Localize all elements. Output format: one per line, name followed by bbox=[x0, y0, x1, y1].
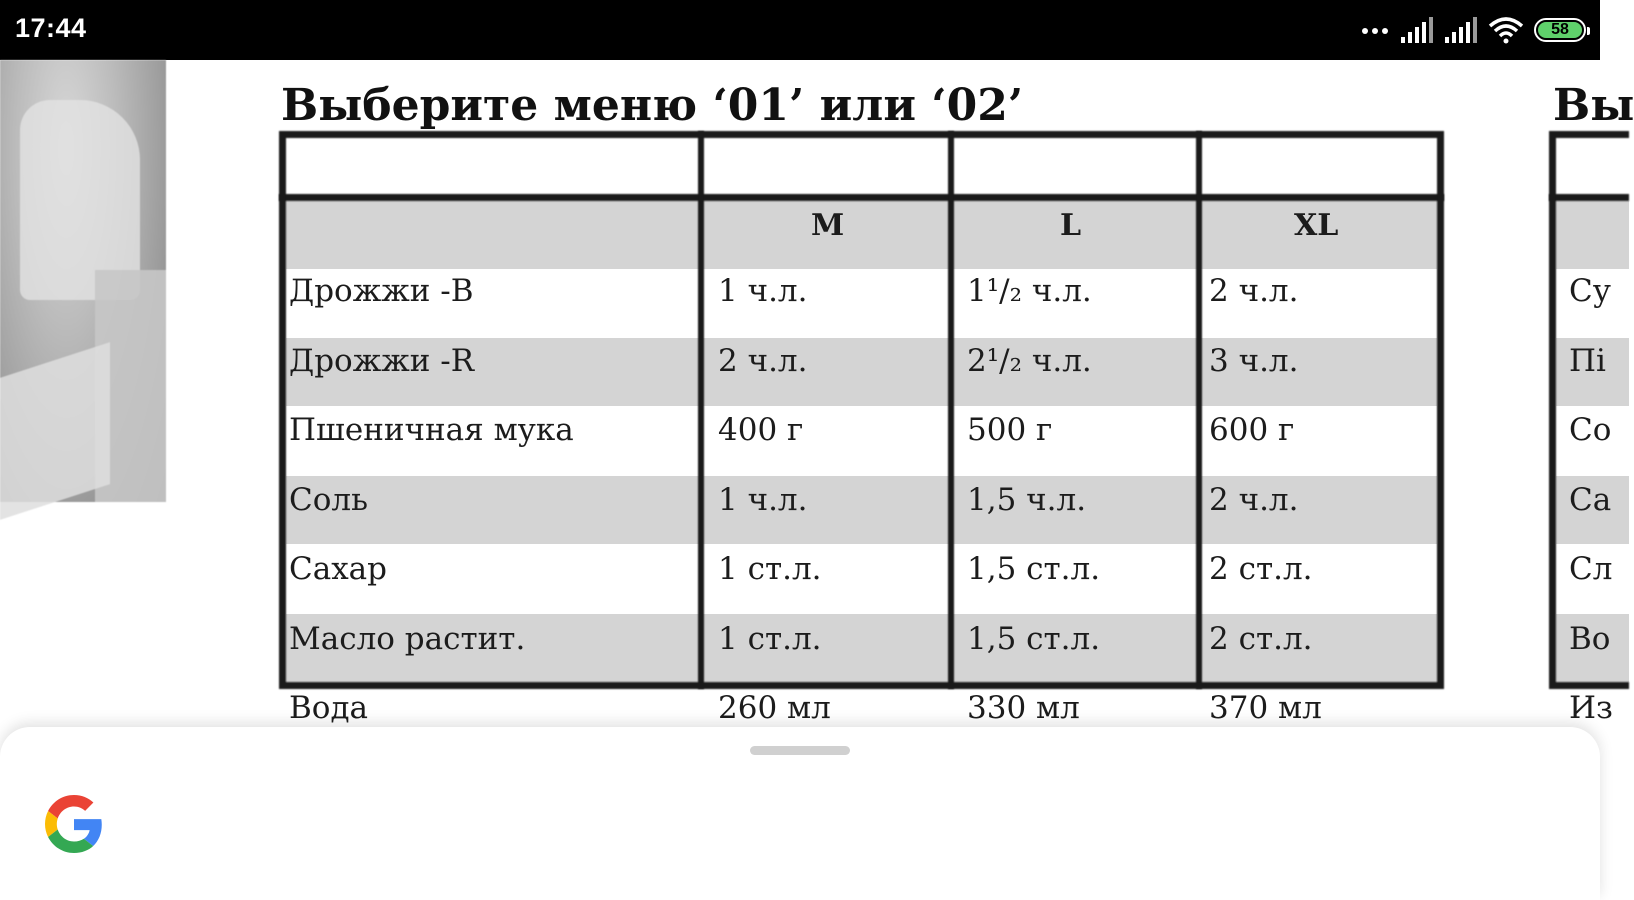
table-cell-xl: 3 ч.л. bbox=[1209, 343, 1299, 379]
column-header-l: L bbox=[1060, 208, 1082, 243]
table-cell-xl: 2 ч.л. bbox=[1209, 273, 1299, 309]
battery-icon bbox=[1534, 18, 1586, 42]
table-cell-l: 500 г bbox=[967, 412, 1053, 448]
partial-row-label: Са bbox=[1569, 482, 1612, 518]
column-divider bbox=[1196, 131, 1202, 689]
partial-row-label: Во bbox=[1569, 621, 1611, 657]
table-cell-l: 330 мл bbox=[967, 690, 1080, 726]
table-cell-xl: 2 ст.л. bbox=[1209, 551, 1313, 587]
table-cell-l: 1,5 ст.л. bbox=[967, 551, 1101, 587]
partial-row-label: Су bbox=[1569, 273, 1611, 309]
wifi-icon bbox=[1488, 16, 1524, 44]
signal-2-icon bbox=[1444, 17, 1478, 43]
table-row-name: Дрожжи -R bbox=[289, 343, 475, 379]
partial-row-label: Сл bbox=[1569, 551, 1613, 587]
table-cell-m: 400 г bbox=[718, 412, 804, 448]
table-cell-m: 1 ст.л. bbox=[718, 621, 822, 657]
signal-1-icon bbox=[1400, 17, 1434, 43]
more-dots-icon bbox=[1360, 25, 1390, 35]
table-cell-m: 2 ч.л. bbox=[718, 343, 808, 379]
column-divider bbox=[698, 131, 704, 689]
next-page-title-partial: Вы bbox=[1553, 80, 1634, 131]
table-row-name: Вода bbox=[289, 690, 369, 726]
partial-row-label: Со bbox=[1569, 412, 1612, 448]
table-cell-m: 260 мл bbox=[718, 690, 831, 726]
column-divider bbox=[948, 131, 954, 689]
table-cell-xl: 600 г bbox=[1209, 412, 1295, 448]
table-cell-m: 1 ст.л. bbox=[718, 551, 822, 587]
battery-level: 58 bbox=[1538, 22, 1582, 38]
drag-handle[interactable] bbox=[750, 746, 850, 755]
recipe-table bbox=[279, 131, 1444, 726]
table-row-name: Пшеничная мука bbox=[289, 412, 574, 448]
table-cell-m: 1 ч.л. bbox=[718, 273, 808, 309]
column-header-xl: XL bbox=[1294, 208, 1339, 243]
status-icons bbox=[1350, 14, 1586, 46]
table-cell-l: 1,5 ч.л. bbox=[967, 482, 1087, 518]
status-time: 17:44 bbox=[15, 13, 87, 43]
page-title: Выберите меню ‘01’ или ‘02’ bbox=[281, 80, 1024, 131]
google-bottom-sheet[interactable] bbox=[0, 727, 1600, 900]
header-divider bbox=[279, 194, 1444, 201]
table-cell-m: 1 ч.л. bbox=[718, 482, 808, 518]
table-cell-xl: 2 ст.л. bbox=[1209, 621, 1313, 657]
partial-row-label: Пі bbox=[1569, 343, 1606, 379]
table-cell-l: 1,5 ст.л. bbox=[967, 621, 1101, 657]
table-row-name: Сахар bbox=[289, 551, 388, 587]
column-header-m: M bbox=[811, 208, 845, 243]
google-g-logo[interactable] bbox=[45, 795, 103, 853]
table-cell-l: 1¹/₂ ч.л. bbox=[967, 273, 1092, 309]
partial-row-label: Из bbox=[1569, 690, 1613, 726]
table-cell-xl: 2 ч.л. bbox=[1209, 482, 1299, 518]
table-row-name: Соль bbox=[289, 482, 368, 518]
table-row-name: Масло растит. bbox=[289, 621, 526, 657]
table-row-name: Дрожжи -В bbox=[289, 273, 474, 309]
table-cell-l: 2¹/₂ ч.л. bbox=[967, 343, 1092, 379]
appliance-photo bbox=[0, 60, 166, 502]
status-bar bbox=[0, 0, 1600, 60]
table-cell-xl: 370 мл bbox=[1209, 690, 1322, 726]
next-page-table-partial bbox=[1549, 131, 1629, 726]
